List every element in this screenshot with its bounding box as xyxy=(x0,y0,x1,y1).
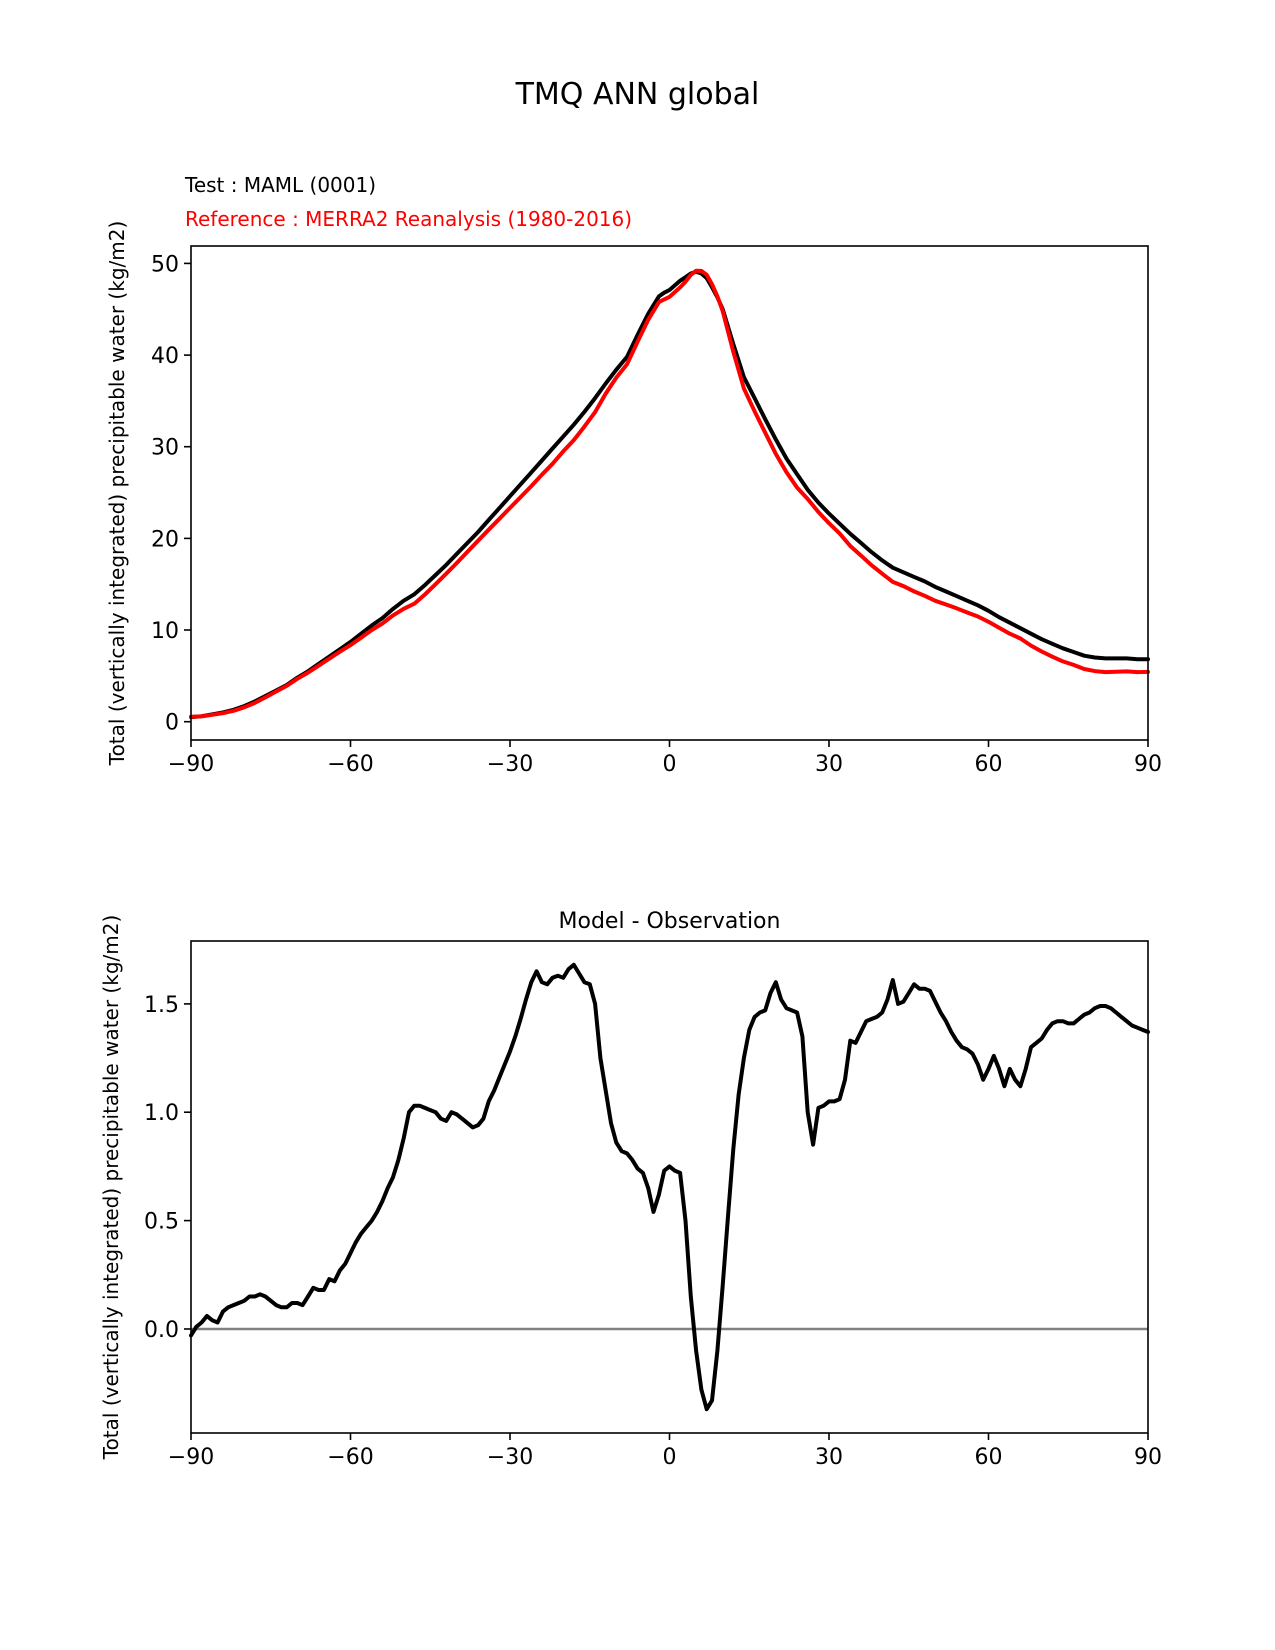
y-tick-label: 20 xyxy=(151,527,179,553)
x-tick-label: 60 xyxy=(974,1445,1003,1470)
y-tick-label: 0.0 xyxy=(144,1318,179,1343)
x-tick-label: −90 xyxy=(167,1445,215,1470)
y-tick-label: 0 xyxy=(165,710,179,736)
legend-test-label: Test : MAML (0001) xyxy=(185,173,377,197)
bottom-chart-plot-area xyxy=(144,941,1162,1470)
x-tick-label: −30 xyxy=(486,752,534,777)
x-tick-label: −60 xyxy=(327,1445,374,1470)
bottom-chart-ylabel: Total (vertically integrated) precipitable water (kg/m2) xyxy=(99,914,123,1460)
x-tick-label: 90 xyxy=(1134,1445,1162,1470)
y-tick-label: 40 xyxy=(151,344,179,370)
x-tick-label: 30 xyxy=(815,1445,843,1470)
x-tick-label: −90 xyxy=(167,752,215,777)
y-tick-label: 50 xyxy=(151,252,179,278)
axes-frame xyxy=(191,246,1148,740)
legend-reference-label: Reference : MERRA2 Reanalysis (1980-2016) xyxy=(185,207,633,231)
series-reference xyxy=(191,271,1148,717)
y-tick-label: 1.5 xyxy=(144,992,179,1018)
x-tick-label: 30 xyxy=(815,752,843,777)
x-tick-label: 0 xyxy=(662,1445,677,1470)
x-tick-label: −60 xyxy=(327,752,374,777)
series-model-minus-observation xyxy=(191,965,1148,1409)
figure-title: TMQ ANN global xyxy=(515,77,760,112)
y-tick-label: 30 xyxy=(151,435,179,461)
x-tick-label: 0 xyxy=(662,752,677,777)
y-tick-label: 10 xyxy=(151,619,179,644)
top-chart-plot-area xyxy=(151,246,1162,777)
series-test xyxy=(191,272,1148,717)
x-tick-label: 90 xyxy=(1134,752,1162,777)
y-tick-label: 0.5 xyxy=(144,1209,179,1235)
bottom-chart-title: Model - Observation xyxy=(558,909,781,934)
x-tick-label: −30 xyxy=(486,1445,534,1470)
axes-frame xyxy=(191,941,1148,1433)
y-tick-label: 1.0 xyxy=(144,1101,179,1127)
top-chart-ylabel: Total (vertically integrated) precipitable water (kg/m2) xyxy=(105,220,129,766)
x-tick-label: 60 xyxy=(974,752,1003,777)
